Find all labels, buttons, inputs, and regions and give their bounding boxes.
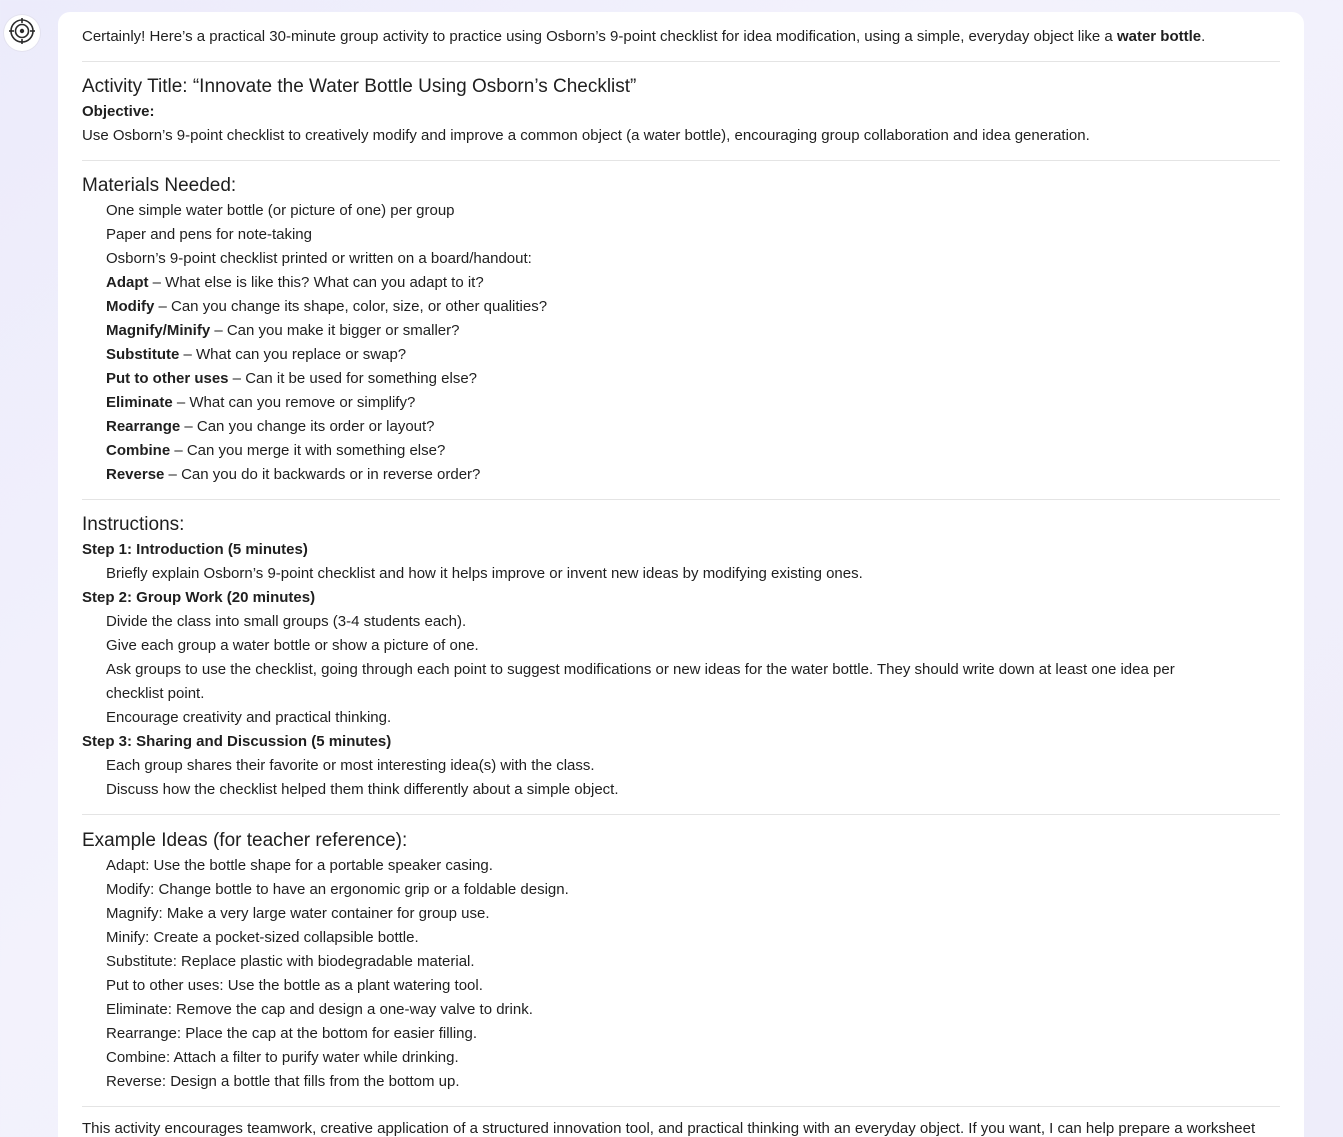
list-item: Discuss how the checklist helped them think differently about a simple object.: [106, 781, 619, 798]
examples-heading: Example Ideas (for teacher reference):: [82, 830, 408, 851]
step-3-list: [82, 754, 1280, 802]
objective-text: Use Osborn’s 9-point checklist to creatively modify and improve a common object (a water bottle), encouraging group collaboration and idea generation.: [82, 127, 1090, 144]
assistant-logo-icon: [8, 17, 36, 50]
list-item: Encourage creativity and practical thinking.: [106, 709, 392, 726]
divider: [82, 61, 1280, 62]
list-item: One simple water bottle (or picture of one) per group: [106, 202, 455, 219]
list-item: Ask groups to use the checklist, going through each point to suggest modifications or new ideas for the water bottle. They should write down at least one idea per: [106, 661, 1175, 678]
list-item: Adapt: Use the bottle shape for a portable speaker casing.: [106, 857, 493, 874]
divider: [82, 160, 1280, 161]
divider: [82, 499, 1280, 500]
list-item: checklist point.: [106, 685, 205, 702]
list-item: Rearrange: Place the cap at the bottom for easier filling.: [106, 1025, 478, 1042]
list-item: Modify: Change bottle to have an ergonomic grip or a foldable design.: [106, 881, 569, 898]
list-item: Eliminate: Remove the cap and design a one-way valve to drink.: [106, 1001, 533, 1018]
list-item: Give each group a water bottle or show a picture of one.: [106, 637, 479, 654]
divider: [82, 814, 1280, 815]
checklist-item-reverse: Reverse – Can you do it backwards or in reverse order?: [106, 466, 481, 483]
intro-text: Certainly! Here’s a practical 30-minute group activity to practice using Osborn’s 9-point checklist for idea modification, using a simple, everyday object like a: [82, 28, 1117, 45]
list-item: Put to other uses: Use the bottle as a plant watering tool.: [106, 977, 483, 994]
examples-section: [82, 828, 1280, 1094]
checklist-item-rearrange: Rearrange – Can you change its order or layout?: [106, 418, 435, 435]
examples-list: [82, 854, 1280, 1094]
step-2-list: [82, 610, 1280, 730]
list-item: Magnify: Make a very large water container for group use.: [106, 905, 490, 922]
list-item: Minify: Create a pocket-sized collapsible bottle.: [106, 929, 419, 946]
checklist-item-combine: Combine – Can you merge it with something else?: [106, 442, 446, 459]
assistant-message: [58, 12, 1304, 1137]
list-item: Combine: Attach a filter to purify water while drinking.: [106, 1049, 459, 1066]
list-item: Osborn’s 9-point checklist printed or written on a board/handout:: [106, 250, 532, 267]
list-item: Reverse: Design a bottle that fills from the bottom up.: [106, 1073, 460, 1090]
step-3-title: Step 3: Sharing and Discussion (5 minutes): [82, 733, 392, 750]
materials-heading: Materials Needed:: [82, 175, 237, 196]
intro-bold: water bottle: [1116, 28, 1202, 45]
checklist-item-magnify-minify: Magnify/Minify – Can you make it bigger or smaller?: [106, 322, 460, 339]
instructions-section: [82, 512, 1280, 802]
checklist-item-eliminate: Eliminate – What can you remove or simplify?: [106, 394, 416, 411]
list-item: Substitute: Replace plastic with biodegradable material.: [106, 953, 475, 970]
checklist-item-modify: Modify – Can you change its shape, color, size, or other qualities?: [106, 298, 548, 315]
list-item: Each group shares their favorite or most interesting idea(s) with the class.: [106, 757, 595, 774]
step-2-title: Step 2: Group Work (20 minutes): [82, 589, 316, 606]
checklist-item-adapt: Adapt – What else is like this? What can you adapt to it?: [106, 274, 484, 291]
list-item: Divide the class into small groups (3-4 students each).: [106, 613, 467, 630]
materials-section: [82, 173, 1280, 487]
activity-section: [82, 74, 1280, 148]
outro-paragraph: This activity encourages teamwork, creative application of a structured innovation tool, and practical thinking with an everyday object. If you want, I can help prepare a worksheet: [82, 1120, 1256, 1137]
intro-paragraph: [82, 25, 1280, 49]
checklist-item-substitute: Substitute – What can you replace or swap?: [106, 346, 407, 363]
list-item: Paper and pens for note-taking: [106, 226, 312, 243]
step-1-list: [82, 562, 1280, 586]
assistant-avatar: [4, 15, 40, 51]
checklist-item-put-to-other-uses: Put to other uses – Can it be used for something else?: [106, 370, 477, 387]
step-1-title: Step 1: Introduction (5 minutes): [82, 541, 308, 558]
instructions-heading: Instructions:: [82, 514, 185, 535]
objective-label: Objective:: [82, 103, 155, 120]
intro-suffix: .: [1201, 28, 1206, 45]
divider: [82, 1106, 1280, 1107]
activity-title: Activity Title: “Innovate the Water Bottle Using Osborn’s Checklist”: [82, 76, 637, 97]
list-item: Briefly explain Osborn’s 9-point checklist and how it helps improve or invent new ideas by modifying existing ones.: [106, 565, 863, 582]
materials-list: [82, 199, 1280, 487]
